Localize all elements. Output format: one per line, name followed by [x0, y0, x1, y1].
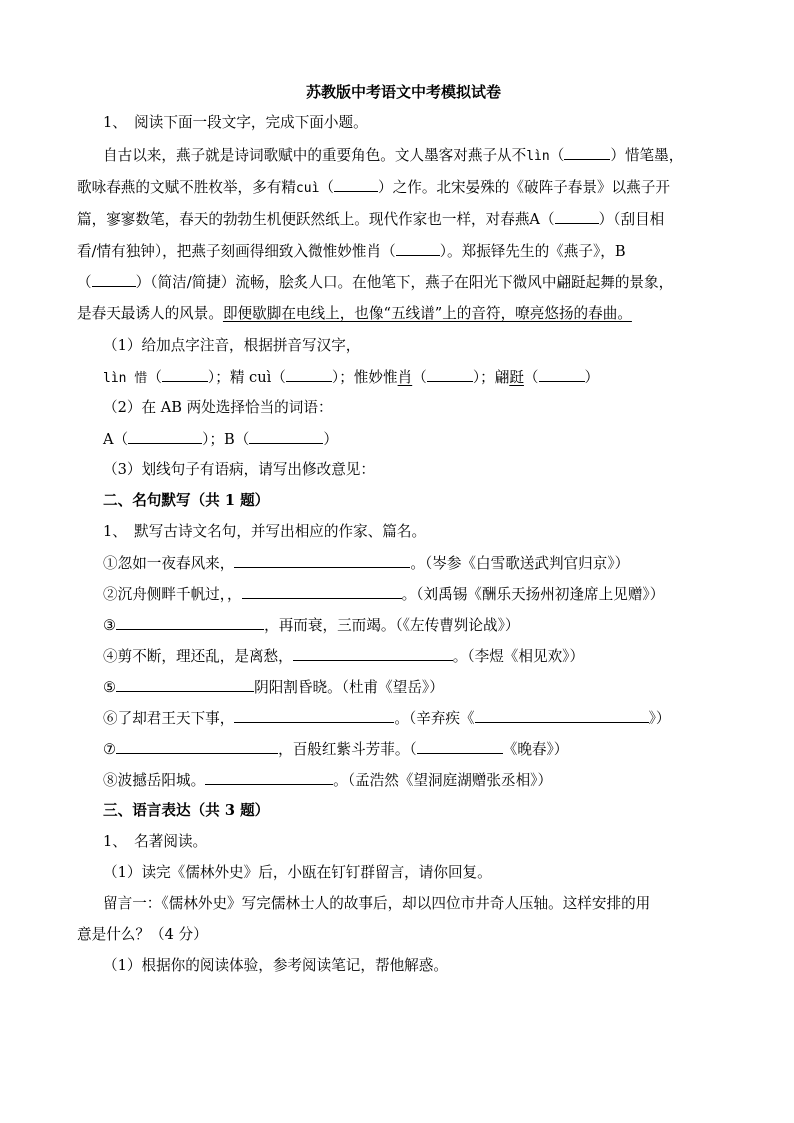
section-3-prompt: 1、 名著阅读。: [103, 833, 208, 850]
recitation-source: 。（辛弃疾《: [394, 710, 475, 727]
recitation-text: ⑥了却君王天下事，: [103, 710, 235, 727]
sub-question-2: （2）在 AB 两处选择恰当的词语：: [103, 399, 333, 416]
recitation-source: 。（岑参《白雪歌送武判官归京》）: [410, 555, 630, 572]
recitation-source-end: 》）: [648, 710, 671, 727]
sub-question-3: （3）划线句子有语病，请写出修改意见：: [103, 461, 375, 478]
recitation-source: 阴阳割昏晓。（杜甫《望岳》）: [254, 679, 444, 696]
answer-blank[interactable]: [396, 241, 440, 256]
item-pian: ；翩: [480, 369, 510, 386]
passage-text: 之作。北宋晏殊的《破阵子春景》以燕子开: [392, 179, 670, 196]
passage-text: 看/情有独钟），把燕子刻画得细致入微惟妙惟肖: [77, 243, 382, 260]
answer-blank[interactable]: [116, 677, 254, 692]
answer-blank[interactable]: [162, 367, 208, 382]
answer-blank[interactable]: [234, 553, 410, 568]
answer-blank[interactable]: [234, 708, 394, 723]
passage-text: 惜笔墨，: [624, 147, 684, 164]
recitation-source-end: 《晚春》）: [502, 741, 569, 758]
recitation-text: ⑤: [103, 679, 117, 696]
recitation-text: ③: [103, 617, 117, 634]
recitation-source: 。（李煜《相见欢》）: [452, 648, 585, 665]
answer-blank[interactable]: [116, 615, 264, 630]
page-title: 苏教版中考语文中考模拟试卷: [306, 83, 502, 101]
recitation-source: 。（孟浩然《望洞庭湖赠张丞相》）: [333, 772, 553, 789]
section-2-heading: 二、名句默写（共 1 题）: [103, 492, 270, 509]
recitation-text: ④剪不断，理还乱，是离愁，: [103, 648, 293, 665]
answer-blank-b[interactable]: [249, 429, 323, 444]
passage-text: 篇，寥寥数笔，春天的勃勃生机便跃然纸上。现代作家也一样，对春燕: [77, 211, 530, 228]
passage-text: （简洁/简捷）流畅，脍炙人口。在他笔下，燕子在阳光下微风中翩跹起舞的景象，: [150, 274, 674, 291]
passage-text: 自古以来，燕子就是诗词歌赋中的重要角色。文人墨客对燕子从不: [103, 147, 527, 164]
passage-line-6: [77, 304, 632, 324]
message-line-2: 意是什么？（4 分）: [77, 926, 208, 943]
answer-blank[interactable]: [242, 584, 402, 599]
section-3-heading: 三、语言表达（共 3 题）: [103, 802, 270, 819]
recitation-item-6: [103, 708, 671, 729]
recitation-text: ⑧波撼岳阳城。: [103, 772, 206, 789]
section-2-prompt: 1、 默写古诗文名句，并写出相应的作家、篇名。: [103, 523, 427, 540]
recitation-item-5: [103, 677, 444, 698]
question-1-prompt: 1、 阅读下面一段文字，完成下面小题。: [103, 114, 368, 131]
answer-blank-title[interactable]: [475, 708, 649, 723]
answer-blank[interactable]: [92, 272, 136, 287]
section-3-sub-1: （1）读完《儒林外史》后，小瓯在钉钉群留言，请你回复。: [103, 864, 492, 881]
answer-blank[interactable]: [564, 145, 610, 160]
item-xiao-char: 肖: [397, 369, 413, 386]
recitation-text: ①忽如一夜春风来，: [103, 555, 235, 572]
recitation-item-2: [103, 584, 664, 605]
blank-label-a: A: [529, 211, 540, 228]
passage-text: 。郑振铎先生的《燕子》，B: [447, 243, 626, 260]
recitation-source: 。（刘禹锡《酬乐天扬州初逢席上见赠》）: [401, 586, 665, 603]
answer-blank[interactable]: [334, 177, 378, 192]
answer-blank-author[interactable]: [417, 739, 503, 754]
recitation-item-3: [103, 615, 519, 636]
recitation-item-7: [103, 739, 568, 760]
passage-text: 是春天最诱人的风景。: [77, 305, 223, 322]
section-3-sub-1b: （1）根据你的阅读体验，参考阅读笔记，帮他解惑。: [103, 957, 448, 974]
answer-blank[interactable]: [539, 367, 585, 382]
label-a: A: [103, 431, 114, 448]
recitation-item-8: [103, 770, 552, 791]
answer-blank[interactable]: [427, 367, 473, 382]
recitation-source: ，百般红紫斗芳菲。（: [278, 741, 417, 758]
sub-question-1: （1）给加点字注音，根据拼音写汉字，: [103, 337, 361, 354]
pinyin-lin: lìn: [526, 149, 550, 164]
recitation-item-1: [103, 553, 629, 574]
passage-line-2: 歌咏春燕的文赋不胜枚举，多有精cuì（ ）之作。北宋晏殊的《破阵子春景》以燕子开: [77, 179, 670, 196]
item-xian-char: 跹: [509, 369, 524, 386]
recitation-item-4: [103, 646, 584, 667]
label-b: ；B: [209, 431, 235, 448]
item-cui: ；精 cuì: [215, 369, 272, 386]
answer-blank[interactable]: [205, 770, 333, 785]
passage-line-1: 自古以来，燕子就是诗词歌赋中的重要角色。文人墨客对燕子从不lìn（ ）惜笔墨，: [103, 147, 684, 164]
message-line-1: 留言一：《儒林外史》写完儒林士人的故事后，却以四位市井奇人压轴。这样安排的用: [103, 895, 651, 912]
underlined-sentence: 即便歇脚在电线上，也像“五线谱”上的音符，嘹亮悠扬的春曲。: [222, 305, 632, 322]
answer-blank[interactable]: [555, 209, 599, 224]
item-xiao: ；惟妙惟: [339, 369, 398, 386]
pinyin-cui: cuì: [295, 181, 320, 196]
answer-blank[interactable]: [293, 646, 453, 661]
passage-line-5: （ ）（简洁/简捷）流畅，脍炙人口。在他笔下，燕子在阳光下微风中翩跹起舞的景象，: [77, 274, 674, 291]
sub-question-2-answers: A（ ）；B（ ）: [103, 431, 338, 448]
answer-blank[interactable]: [286, 367, 332, 382]
answer-blank[interactable]: [116, 739, 278, 754]
recitation-text: ②沉舟侧畔千帆过，，: [103, 586, 242, 603]
passage-line-3: 篇，寥寥数笔，春天的勃勃生机便跃然纸上。现代作家也一样，对春燕A（ ）（刮目相: [77, 211, 665, 228]
recitation-text: ⑦: [103, 741, 117, 758]
passage-text: 歌咏春燕的文赋不胜枚举，多有精: [77, 179, 296, 196]
answer-blank-a[interactable]: [128, 429, 202, 444]
item-lin: lìn 惜: [103, 371, 148, 386]
recitation-source: ，再而衰，三而竭。（《左传曹刿论战》）: [264, 617, 520, 634]
passage-line-4: 看/情有独钟），把燕子刻画得细致入微惟妙惟肖（ ）。郑振铎先生的《燕子》，B: [77, 243, 626, 260]
sub-question-1-items: lìn 惜（ ）；精 cuì（ ）；惟妙惟肖（ ）；翩跹（ ）: [103, 369, 600, 386]
passage-text: （刮目相: [613, 211, 665, 228]
